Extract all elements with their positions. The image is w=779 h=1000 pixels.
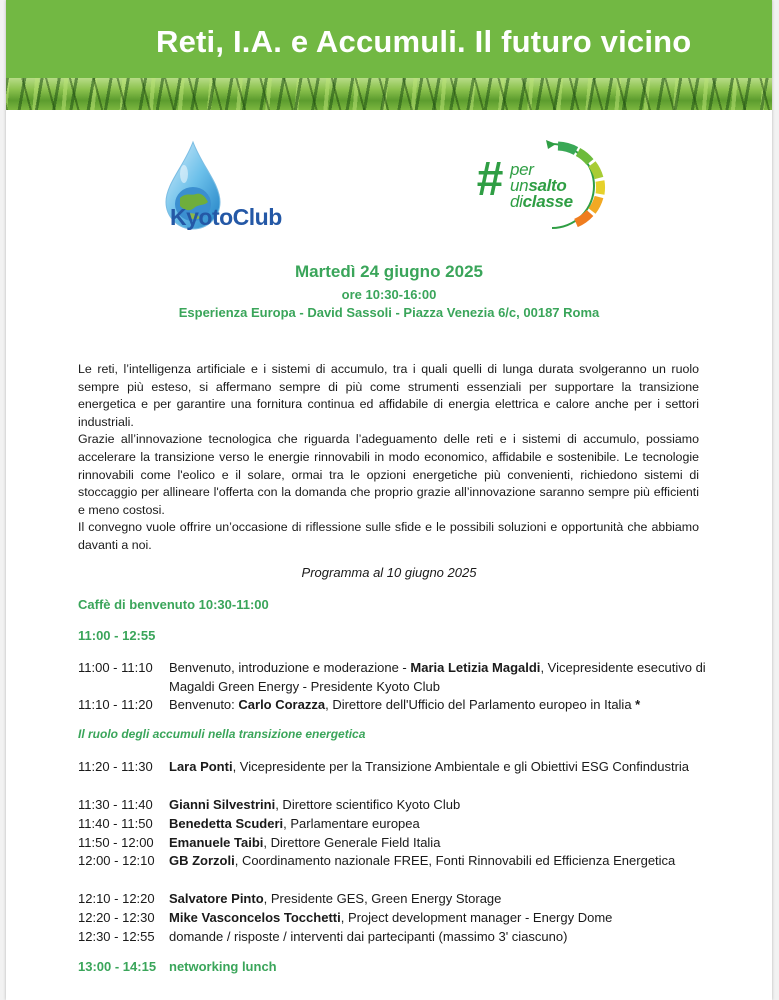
speaker-name: Lara Ponti [169, 759, 233, 774]
intro-paragraph: Grazie all’innovazione tecnologica che riguarda l’adeguamento delle reti e i sistemi di accumulo, possiamo accelerare la transizione verso le energie rinnovabili in modo economico, affidabile e sostenibile. Le tecnologie rinnovabili come l'eolico e il solare, ormai tra le opzioni energetiche più convenienti, richiedono sistemi di stoccaggio per allineare l'offerta con la domanda che proprio grazie all’innovazione saranno sempre più efficienti e meno costosi. [78, 432, 699, 517]
lunch-row [78, 959, 277, 974]
schedule-desc: Emanuele Taibi, Direttore Generale Field Italia [169, 835, 441, 850]
intro-paragraph: Il convegno vuole offrire un’occasione di riflessione sulle sfide e le possibili soluzioni e opportunità che abbiamo davanti a noi. [78, 520, 699, 552]
salto-wordmark: per unsalto diclasse [510, 160, 573, 211]
header-banner [6, 0, 772, 78]
schedule-row [78, 909, 718, 928]
event-time: ore 10:30-16:00 [341, 287, 437, 302]
lunch-label: networking lunch [169, 959, 277, 974]
schedule-row [78, 834, 718, 853]
schedule-time: 12:20 - 12:30 [78, 910, 155, 925]
intro-paragraph: Le reti, l’intelligenza artificiale e i sistemi di accumulo, tra i quali quelli di lunga durata svolgeranno un ruolo sempre più esteso, si affermano sempre di più come strumenti essenziali per supportare la transizione energetica e per garantire una fornitura continua ed affidabile di energia elettrica e calore anche per i settori industriali. [78, 362, 699, 429]
schedule-row [78, 758, 718, 777]
speaker-name: Benedetta Scuderi [169, 816, 284, 831]
speaker-name: Carlo Corazza [238, 697, 326, 712]
schedule-time: 12:00 - 12:10 [78, 853, 155, 868]
kyoto-club-wordmark: KyotoClub [170, 204, 282, 230]
schedule-desc: GB Zorzoli, Coordinamento nazionale FREE, Fonti Rinnovabili ed Efficienza Energetica [169, 853, 676, 868]
event-place: Esperienza Europa - David Sassoli - Piazza Venezia 6/c, 00187 Roma [178, 305, 600, 320]
schedule-desc: Gianni Silvestrini, Direttore scientifico Kyoto Club [169, 797, 461, 812]
schedule-time: 11:20 - 11:30 [78, 759, 153, 774]
document-page [6, 0, 772, 1000]
schedule-desc: Benvenuto, introduzione e moderazione - Maria Letizia Magaldi, Vicepresidente esecutivo di Magaldi Green Energy - Presidente Kyoto Club [169, 660, 706, 694]
speaker-name: Mike Vasconcelos Tocchetti [169, 910, 341, 925]
schedule-desc: Mike Vasconcelos Tocchetti, Project development manager - Energy Dome [169, 910, 613, 925]
schedule-desc: Lara Ponti, Vicepresidente per la Transizione Ambientale e gli Obiettivi ESG Confindustria [169, 759, 690, 774]
schedule-time: 11:00 - 11:10 [78, 660, 153, 675]
lunch-time: 13:00 - 14:15 [78, 959, 157, 974]
page-title: Reti, I.A. e Accumuli. Il futuro vicino [156, 24, 692, 59]
program-title: Programma al 10 giugno 2025 [301, 565, 477, 580]
schedule-row [78, 852, 718, 871]
schedule-desc: Benedetta Scuderi, Parlamentare europea [169, 816, 420, 831]
hashtag-mark: # [476, 153, 503, 206]
schedule-desc: Salvatore Pinto, Presidente GES, Green Energy Storage [169, 891, 502, 906]
schedule-time: 11:30 - 11:40 [78, 797, 153, 812]
time-block-heading: 11:00 - 12:55 [78, 628, 156, 643]
schedule-time: 12:10 - 12:20 [78, 891, 155, 906]
schedule-row [78, 890, 718, 909]
welcome-coffee: Caffè di benvenuto 10:30-11:00 [78, 597, 269, 612]
kyoto-club-logo [160, 140, 310, 240]
schedule-time: 11:40 - 11:50 [78, 816, 153, 831]
speaker-name: GB Zorzoli [169, 853, 235, 868]
schedule-desc: domande / risposte / interventi dai partecipanti (massimo 3' ciascuno) [169, 929, 568, 944]
schedule-row [78, 796, 718, 815]
speaker-name: Gianni Silvestrini [169, 797, 276, 812]
grass-banner-image [6, 78, 772, 110]
schedule-desc: Benvenuto: Carlo Corazza, Direttore dell'Ufficio del Parlamento europeo in Italia * [169, 697, 641, 712]
salto-di-classe-logo [472, 134, 632, 238]
intro-text [78, 361, 699, 555]
schedule-row [78, 696, 718, 715]
schedule-row [78, 815, 718, 834]
speaker-name: Maria Letizia Magaldi [410, 660, 541, 675]
speaker-name: Emanuele Taibi [169, 835, 264, 850]
schedule-row [78, 659, 718, 696]
section-heading: Il ruolo degli accumuli nella transizione energetica [78, 727, 366, 741]
schedule-time: 11:10 - 11:20 [78, 697, 153, 712]
schedule-row [78, 928, 718, 947]
schedule-time: 12:30 - 12:55 [78, 929, 155, 944]
schedule-time: 11:50 - 12:00 [78, 835, 154, 850]
speaker-name: Salvatore Pinto [169, 891, 264, 906]
event-date: Martedì 24 giugno 2025 [295, 262, 483, 281]
